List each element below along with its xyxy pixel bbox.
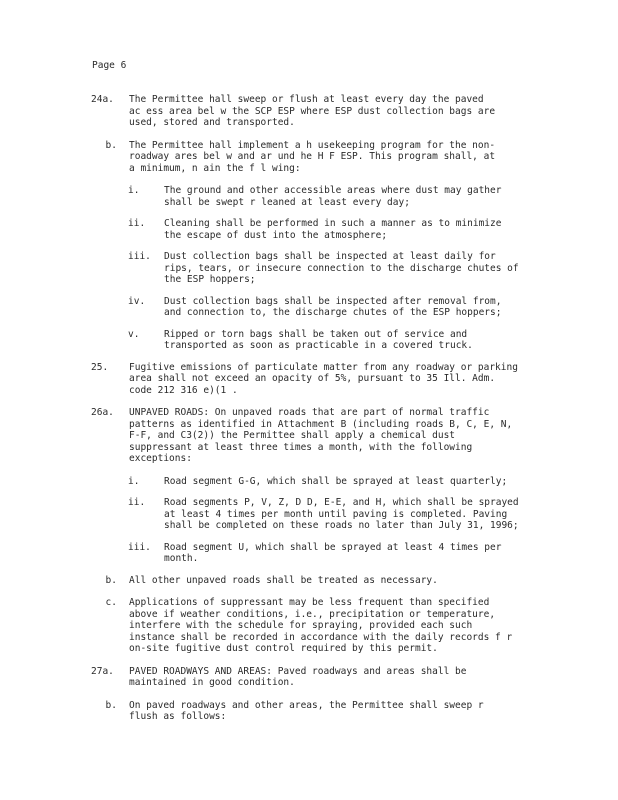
paragraph-27a (0, 666, 618, 689)
paragraph-27b (0, 700, 618, 723)
page-header: Page 6 (92, 60, 127, 71)
subitem-number: i. (128, 185, 140, 196)
subitem-number: iii. (128, 541, 151, 553)
paragraph-number: 26a. (91, 407, 114, 418)
subitem-text: Dust collection bags shall be inspected at least daily for rips, tears, or insecure connection to the discharge chutes of the ESP hoppers; (164, 251, 519, 285)
paragraph-25 (0, 362, 618, 397)
subitem-24b-i (0, 185, 618, 208)
paragraph-text: PAVED ROADWAYS AND AREAS: Paved roadways and areas shall be maintained in good condition. (129, 665, 467, 688)
subitem-text: Road segment U, which shall be sprayed at least 4 times per month. (164, 541, 502, 564)
subitem-number: iii. (128, 251, 151, 262)
paragraph-text: The Permittee hall implement a h usekeeping program for the non- roadway ares bel w and ar und he H F ESP. This program shall, at a minimum, n ain the f l wing: (129, 139, 496, 174)
paragraph-26a (0, 407, 618, 465)
subitem-number: iv. (128, 295, 146, 307)
subitem-24b-iii (0, 251, 618, 286)
subitem-number: ii. (128, 497, 146, 508)
subitem-text: Ripped or torn bags shall be taken out of service and transported as soon as practicable in a covered truck. (164, 328, 473, 351)
subitem-24b-v (0, 329, 618, 352)
paragraph-number: b. (105, 574, 117, 586)
subitem-26a-ii (0, 497, 618, 532)
subitem-number: ii. (128, 218, 146, 229)
document-body (0, 94, 618, 734)
paragraph-26c (0, 597, 618, 655)
subitem-26a-iii (0, 542, 618, 565)
subitem-number: v. (128, 328, 140, 340)
paragraph-number: c. (105, 597, 117, 608)
subitem-number: i. (128, 475, 140, 487)
subitem-text: Cleaning shall be performed in such a manner as to minimize the escape of dust into the atmosphere; (164, 218, 502, 241)
paragraph-text: UNPAVED ROADS: On unpaved roads that are part of normal traffic patterns as identified in Attachment B (including roads B, C, E, N, F-F, and C3(2)) the Permittee shall apply a chemical dust suppressant at least three times a month, with the following exceptions: (129, 407, 513, 464)
subitem-26a-i (0, 476, 618, 488)
subitem-24b-iv (0, 296, 618, 319)
paragraph-text: Fugitive emissions of particulate matter from any roadway or parking area shall not exceed an opacity of 5%, pursuant to 35 Ill. Adm. code 212 316 e)(1 . (129, 361, 518, 396)
paragraph-number: 27a. (91, 665, 114, 677)
paragraph-number: 24a. (91, 94, 114, 105)
paragraph-number: b. (105, 699, 117, 711)
paragraph-26b (0, 575, 618, 587)
paragraph-text: On paved roadways and other areas, the Permittee shall sweep r flush as follows: (129, 699, 484, 722)
paragraph-number: b. (105, 139, 117, 151)
paragraph-number: 25. (91, 361, 109, 373)
subitem-24b-ii (0, 218, 618, 241)
paragraph-text: The Permittee hall sweep or flush at least every day the paved ac ess area bel w the SCP ESP where ESP dust collection bags are used, stored and transported. (129, 94, 496, 128)
paragraph-24a (0, 94, 618, 129)
subitem-text: Dust collection bags shall be inspected after removal from, and connection to, the discharge chutes of the ESP hoppers; (164, 295, 502, 318)
paragraph-24b (0, 140, 618, 175)
subitem-text: Road segment G-G, which shall be sprayed at least quarterly; (164, 475, 508, 487)
subitem-text: The ground and other accessible areas where dust may gather shall be swept r leaned at least every day; (164, 185, 502, 208)
paragraph-text: All other unpaved roads shall be treated as necessary. (129, 574, 438, 586)
paragraph-text: Applications of suppressant may be less frequent than specified above if weather conditions, i.e., precipitation or temperature, interfere with the schedule for spraying, provided each such instance shall be recorded in accordance with the daily records f r on-site fugitive dust control required by this permit. (129, 597, 513, 654)
subitem-text: Road segments P, V, Z, D D, E-E, and H, which shall be sprayed at least 4 times per month until paving is completed. Paving shall be completed on these roads no later than July 31, 1996; (164, 497, 519, 531)
